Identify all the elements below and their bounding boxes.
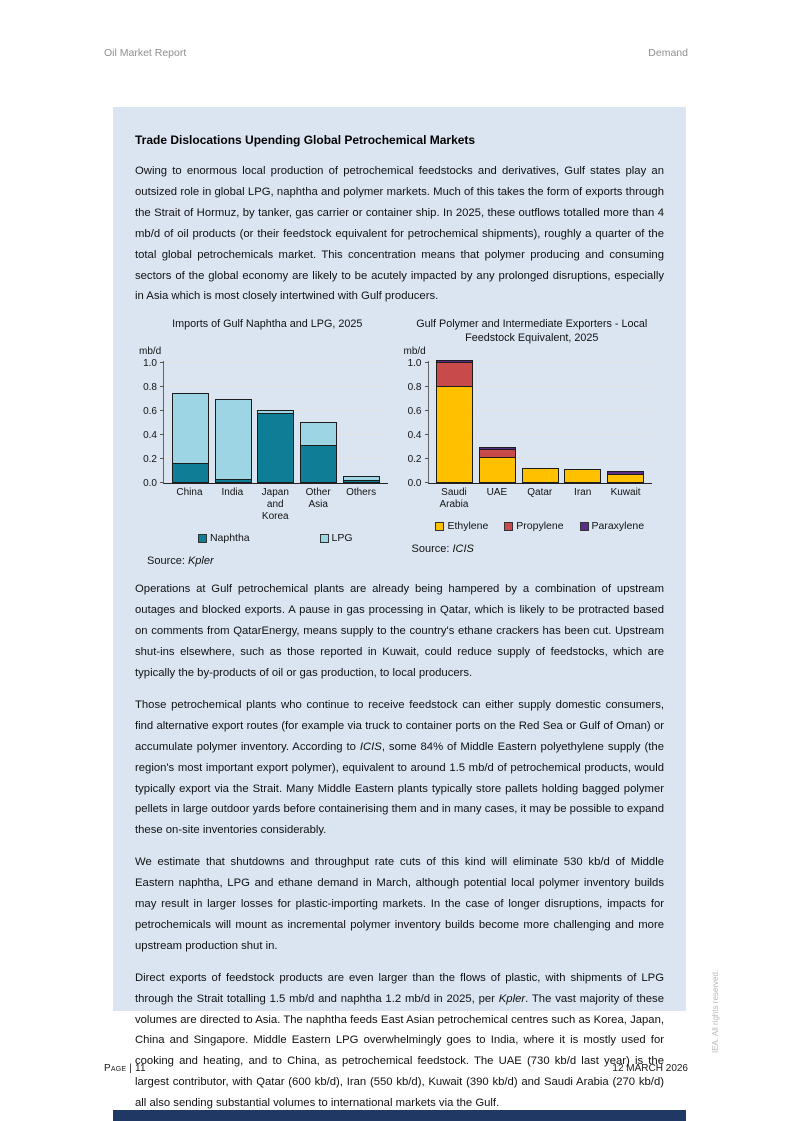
x-tick-label: Qatar (527, 487, 553, 499)
source-label: Source: (147, 555, 188, 568)
x-tick-label: India (221, 487, 244, 499)
legend-swatch-icon (504, 522, 513, 531)
source-name-inline: ICIS (359, 740, 382, 753)
legend-item-lpg (320, 532, 353, 544)
bar-china (172, 393, 209, 483)
legend-swatch-icon (320, 534, 329, 543)
paragraph (135, 695, 664, 841)
paragraph-text: . The vast majority of these volumes are directed to Asia. The naphtha feeds East Asian petrochemical centres such as Korea, Japan, China and Singapore. Middle Eastern LPG overwhelmingly goes to India, where it is mostly used for cooking and heating, and to China, as petrochemical feedstock. The UAE (730 kb/d last year) is the largest contributor, with Qatar (600 kb/d), Iran (550 kb/d), Kuwait (390 kb/d) and Saudi Arabia (270 kb/d) all also sending substantial volumes to international markets via the Gulf. (135, 992, 664, 1110)
x-tick-label: Saudi Arabia (439, 487, 469, 511)
paragraph (135, 968, 664, 1114)
page-number: Page | 11 (104, 1063, 146, 1074)
bar-japan-and-korea (257, 410, 294, 483)
bar-segment-naphtha (257, 413, 294, 484)
y-axis-ticks (400, 358, 428, 490)
y-tick-label: 1.0 (143, 358, 157, 370)
y-tick-label: 0.6 (143, 406, 157, 418)
plot-area (163, 361, 388, 484)
legend-label: LPG (331, 532, 353, 545)
bar-segment-lpg (172, 393, 209, 463)
bar-segment-ethylene (607, 474, 644, 484)
legend-item-paraxylene (580, 520, 645, 532)
chart-gulf-naphtha-lpg-imports (135, 318, 400, 567)
box-title: Trade Dislocations Upending Global Petrochemical Markets (135, 133, 476, 147)
bar-uae (479, 447, 516, 484)
x-tick-label: Iran (574, 487, 592, 499)
bar-other-asia (300, 422, 337, 483)
plot-area (428, 361, 653, 484)
y-tick-label: 1.0 (407, 358, 422, 370)
y-axis-ticks (135, 358, 163, 490)
report-title: Oil Market Report (104, 47, 187, 59)
bottom-accent-bar (113, 1110, 686, 1121)
x-axis-labels (163, 487, 388, 523)
bar-qatar (522, 468, 559, 484)
x-tick-label: Kuwait (610, 487, 641, 499)
source-name: Kpler (187, 555, 214, 568)
legend-swatch-icon (580, 522, 589, 531)
y-axis-label: mb/d (139, 346, 162, 358)
paragraph-text: , some 84% of Middle Eastern polyethylene supply (the region's most important export polymer), equivalent to around 1.5 mb/d of petrochemical products, would typically export via the Strait. Many Middle Eastern plants typically store pallets holding bagged polymer pellets in large outdoor yards before containerising them and in many cases, it may be possible to expand these on-site inventories considerably. (135, 740, 664, 837)
chart-source (412, 543, 665, 555)
section-label: Demand (648, 47, 688, 59)
bar-segment-ethylene (564, 469, 601, 483)
bar-segment-lpg (215, 399, 252, 478)
bar-segment-propylene (479, 449, 516, 457)
legend-item-propylene (504, 520, 563, 532)
bars-group (164, 355, 388, 483)
legend-swatch-icon (198, 534, 207, 543)
y-tick-label: 0.0 (143, 478, 157, 490)
source-label: Source: (411, 543, 453, 556)
paragraph (135, 852, 664, 957)
charts-row (135, 318, 664, 567)
paragraph (135, 161, 664, 307)
source-name-inline: Kpler (498, 992, 526, 1005)
page-header (104, 47, 688, 59)
chart-legend (163, 532, 388, 544)
paragraph-text: Operations at Gulf petrochemical plants are already being hampered by a combination of upstream outages and blocked exports. A pause in gas processing in Qatar, which is likely to be protracted based on comments from QatarEnergy, means supply to the country's ethane crackers has been cut. Upstream shut-ins elsewhere, such as those reported in Kuwait, could reduce supply of feedstocks, which are typically the by-products of oil or gas production, to local producers. (135, 583, 664, 679)
legend-label: Propylene (516, 520, 564, 533)
y-tick-label: 0.0 (407, 478, 422, 490)
y-tick-label: 0.4 (407, 430, 422, 442)
y-tick-label: 0.8 (407, 382, 422, 394)
chart-legend (428, 520, 653, 532)
y-tick-label: 0.4 (143, 430, 157, 442)
legend-item-naphtha (198, 532, 250, 544)
footer-date: 12 MARCH 2026 (612, 1063, 688, 1074)
page-footer (104, 1063, 688, 1074)
bar-segment-naphtha (172, 463, 209, 483)
x-tick-label: Others (346, 487, 377, 499)
x-axis-labels (428, 487, 653, 511)
chart-title: Imports of Gulf Naphtha and LPG, 2025 (172, 318, 363, 331)
chart-gulf-polymer-exporters (400, 318, 665, 567)
bar-segment-ethylene (436, 386, 473, 483)
bar-saudi-arabia (436, 360, 473, 484)
plot-area-row (135, 358, 400, 490)
intro-paragraphs (135, 161, 664, 307)
bar-segment-naphtha (300, 445, 337, 483)
paragraph-text: Those petrochemical plants who continue to receive feedstock can either supply domestic consumers, find alternative export routes (for example via truck to container ports on the Red Sea or Gulf of Oman) or accumulate polymer inventory. According to (135, 698, 664, 753)
bar-kuwait (607, 471, 644, 483)
bar-segment-ethylene (479, 457, 516, 483)
y-tick-label: 0.8 (143, 382, 157, 394)
bar-iran (564, 469, 601, 483)
legend-swatch-icon (435, 522, 444, 531)
paragraph-text: Direct exports of feedstock products are even larger than the flows of plastic, with shipments of LPG through the Strait totalling 1.5 mb/d and naphtha 1.2 mb/d in 2025, per (135, 971, 664, 1005)
body-paragraphs (135, 579, 664, 1114)
paragraph (135, 579, 664, 684)
chart-title: Gulf Polymer and Intermediate Exporters - Local Feedstock Equivalent, 2025 (416, 318, 648, 344)
x-tick-label: China (176, 487, 203, 499)
y-axis-label: mb/d (403, 346, 426, 358)
bars-group (429, 355, 653, 483)
y-tick-label: 0.6 (407, 406, 422, 418)
paragraph-text: We estimate that shutdowns and throughput rate cuts of this kind will eliminate 530 kb/d of Middle Eastern naphtha, LPG and ethane demand in March, although potential local polymer inventory builds may result in larger losses for plastic-importing markets. In the case of longer disruptions, impacts for petrochemicals will mount as incremental polymer inventory builds become more challenging and more upstream production shut in. (135, 856, 664, 952)
x-tick-label: UAE (486, 487, 508, 499)
legend-label: Ethylene (447, 520, 489, 533)
legend-item-ethylene (435, 520, 488, 532)
bar-segment-lpg (300, 422, 337, 445)
chart-source (147, 555, 400, 567)
bar-segment-naphtha (215, 479, 252, 484)
bar-india (215, 399, 252, 483)
bar-segment-ethylene (522, 468, 559, 484)
legend-label: Paraxylene (591, 520, 645, 533)
rights-note: IEA. All rights reserved. (711, 969, 720, 1053)
x-tick-label: Other Asia (305, 487, 331, 511)
x-tick-label: Japan and Korea (261, 487, 289, 523)
bar-segment-propylene (436, 362, 473, 386)
legend-label: Naphtha (209, 532, 250, 545)
y-tick-label: 0.2 (143, 454, 157, 466)
bar-segment-naphtha (343, 480, 380, 484)
y-tick-label: 0.2 (407, 454, 422, 466)
bar-others (343, 476, 380, 483)
plot-area-row (400, 358, 665, 490)
source-name: ICIS (452, 543, 474, 556)
paragraph-text: Owing to enormous local production of petrochemical feedstocks and derivatives, Gulf states play an outsized role in global LPG, naphtha and polymer markets. Much of this takes the form of exports through the Strait of Hormuz, by tanker, gas carrier or container ship. In 2025, these outflows totalled more than 4 mb/d of oil products (or their feedstock equivalent for petrochemical shipments), roughly a quarter of the total global petrochemicals market. This concentration means that polymer producing and consuming sectors of the global economy are likely to be acutely impacted by any prolonged disruptions, especially in Asia which is most closely intertwined with Gulf producers. (135, 165, 664, 303)
